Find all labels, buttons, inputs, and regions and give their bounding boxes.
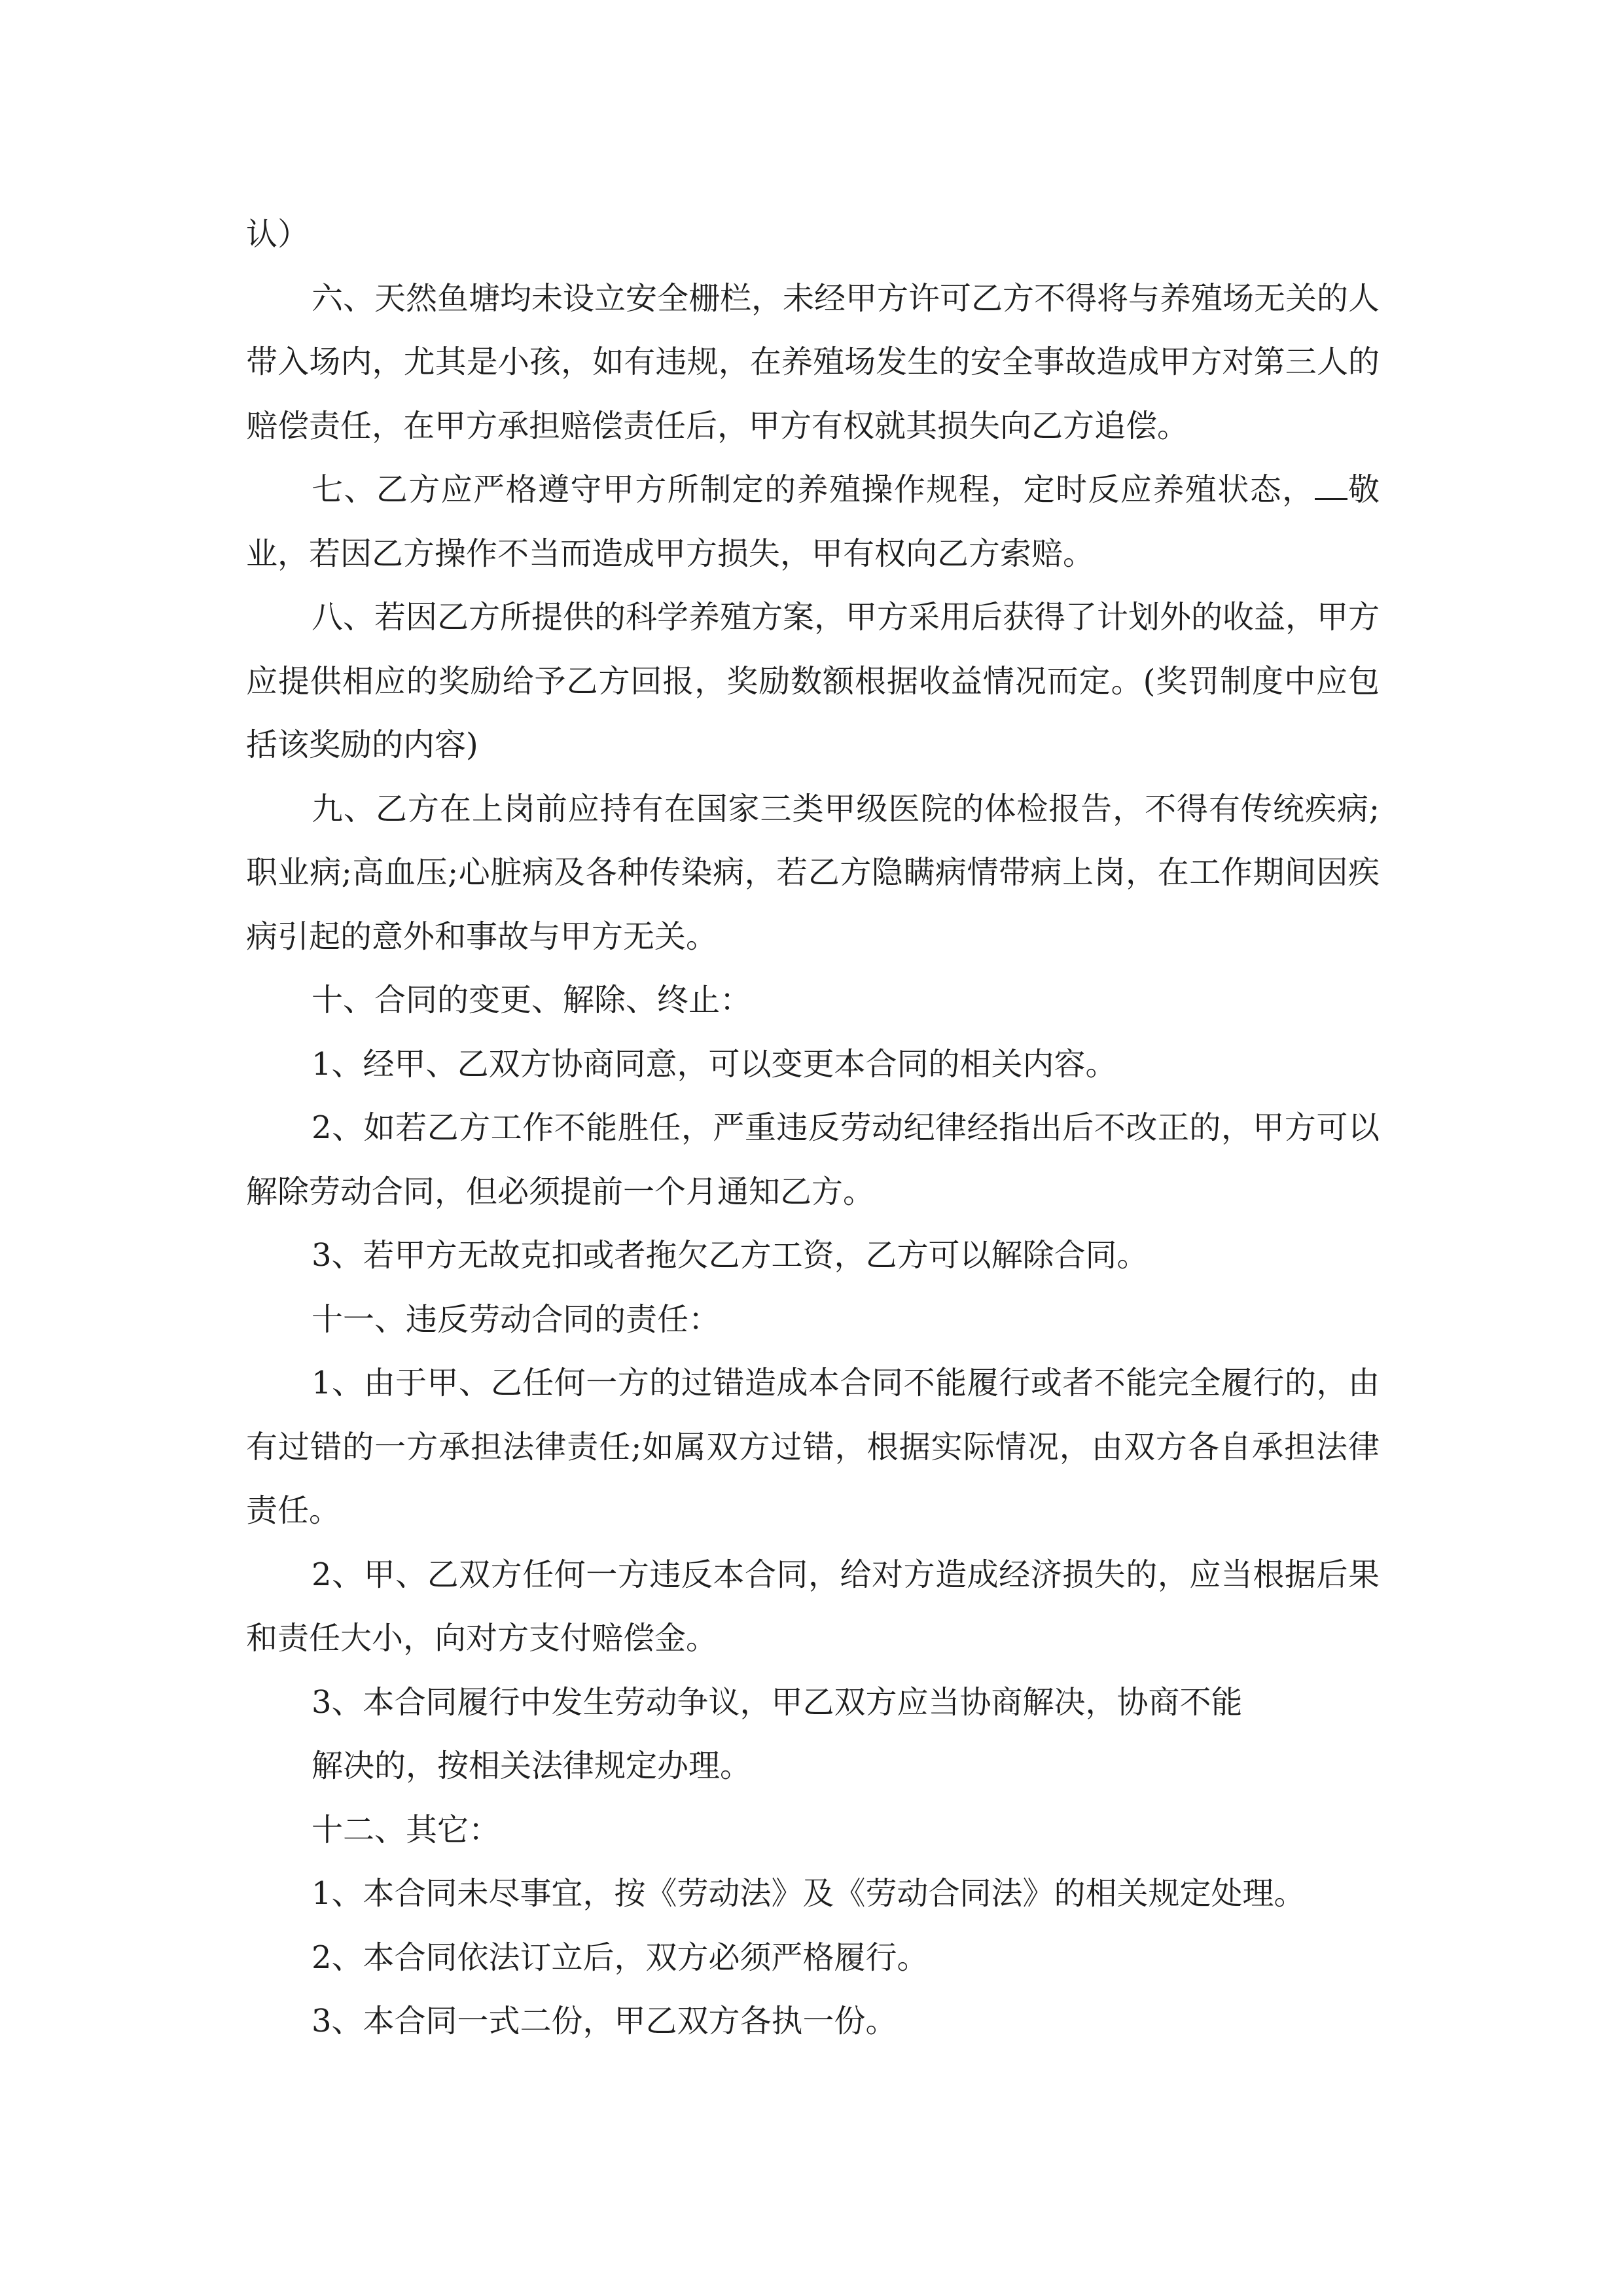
clause-twelve-item-1: 1、本合同未尽事宜，按《劳动法》及《劳动合同法》的相关规定处理。 bbox=[312, 1875, 1306, 1912]
clause-eleven-item-3: 3、本合同履行中发生劳动争议，甲乙双方应当协商解决，协商不能 bbox=[312, 1683, 1243, 1721]
document-body bbox=[246, 203, 1380, 2054]
clause-ten-item-1: 1、经甲、乙双方协商同意，可以变更本合同的相关内容。 bbox=[312, 1045, 1117, 1083]
clause-eleven-item-1: 1、由于甲、乙任何一方的过错造成本合同不能履行或者不能完全履行的，由有过错的一方承担法律责任;如属双方过错，根据实际情况，由双方各自承担法律责任。 bbox=[246, 1365, 1380, 1529]
fill-in-blank bbox=[1315, 472, 1347, 500]
clause-nine: 九、乙方在上岗前应持有在国家三类甲级医院的体检报告，不得有传统疾病;职业病;高血压;心脏病及各种传染病，若乙方隐瞒病情带病上岗，在工作期间因疾病引起的意外和事故与甲方无关。 bbox=[246, 790, 1380, 955]
clause-ten-item-3: 3、若甲方无故克扣或者拖欠乙方工资，乙方可以解除合同。 bbox=[312, 1237, 1149, 1274]
clause-ten-item-2: 2、如若乙方工作不能胜任，严重违反劳动纪律经指出后不改正的，甲方可以解除劳动合同，但必须提前一个月通知乙方。 bbox=[246, 1109, 1380, 1210]
clause-eleven-heading: 十一、违反劳动合同的责任： bbox=[312, 1300, 721, 1338]
paragraph-continuation: 认） bbox=[246, 216, 310, 253]
clause-twelve-item-2: 2、本合同依法订立后，双方必须严格履行。 bbox=[312, 1939, 929, 1976]
clause-ten-heading: 十、合同的变更、解除、终止： bbox=[312, 982, 752, 1018]
clause-seven-part2: 敬业，若因乙方操作不当而造成甲方损失，甲有权向乙方索赔。 bbox=[246, 471, 1380, 572]
clause-seven bbox=[246, 458, 1380, 586]
clause-seven-part1: 七、乙方应严格遵守甲方所制定的养殖操作规程，定时反应养殖状态， bbox=[312, 471, 1315, 508]
clause-eleven-item-3-continuation: 解决的，按相关法律规定办理。 bbox=[312, 1748, 752, 1784]
clause-twelve-item-3: 3、本合同一式二份，甲乙双方各执一份。 bbox=[312, 2003, 897, 2039]
clause-eleven-item-2: 2、甲、乙双方任何一方违反本合同，给对方造成经济损失的，应当根据后果和责任大小，向对方支付赔偿金。 bbox=[246, 1556, 1380, 1657]
clause-eight: 八、若因乙方所提供的科学养殖方案，甲方采用后获得了计划外的收益，甲方应提供相应的奖励给予乙方回报，奖励数额根据收益情况而定。(奖罚制度中应包括该奖励的内容) bbox=[246, 599, 1380, 763]
clause-six: 六、天然鱼塘均未设立安全栅栏，未经甲方许可乙方不得将与养殖场无关的人带入场内，尤其是小孩，如有违规，在养殖场发生的安全事故造成甲方对第三人的赔偿责任，在甲方承担赔偿责任后，甲方有权就其损失向乙方追偿。 bbox=[246, 279, 1380, 444]
clause-twelve-heading: 十二、其它： bbox=[312, 1811, 501, 1848]
